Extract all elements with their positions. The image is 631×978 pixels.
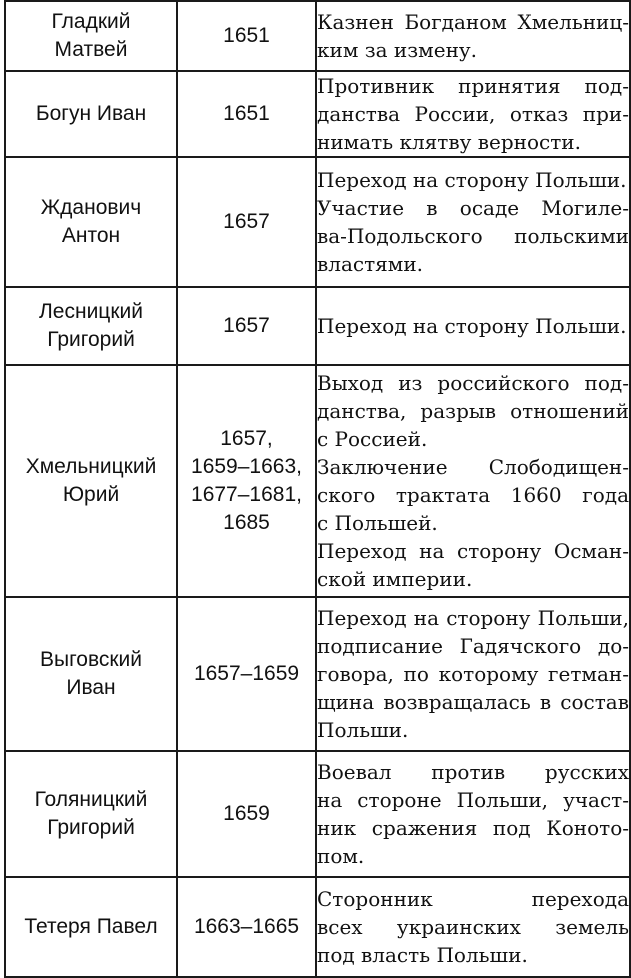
- desc-line: нимать клятву верности.: [317, 130, 581, 154]
- table-row: [5, 597, 630, 751]
- year-line: 1657: [223, 314, 270, 337]
- years-cell: [177, 597, 316, 751]
- hetman-name-cell: [5, 877, 177, 977]
- desc-line: Переход на сторону Польши.: [317, 314, 627, 338]
- name-line: Жданович: [40, 196, 142, 219]
- desc-line: подписание Гадячского до-: [317, 634, 629, 658]
- name-line: Богун Иван: [35, 102, 147, 125]
- desc-line: ва-Подольского польскими: [317, 224, 629, 248]
- desc-line: с Россией.: [317, 427, 428, 451]
- table-row: [5, 157, 630, 287]
- name-line: Антон: [61, 224, 121, 247]
- desc-line: на стороне Польши, участ-: [317, 788, 629, 812]
- desc-line: щина возвращалась в состав: [317, 690, 629, 714]
- desc-line: властями.: [317, 252, 424, 276]
- description-cell: [316, 287, 630, 365]
- year-line: 1685: [223, 511, 270, 534]
- hetman-name-cell: [5, 365, 177, 597]
- hetman-name-cell: [5, 597, 177, 751]
- desc-line: данства России, отказ при-: [317, 102, 629, 126]
- name-line: Выговский: [39, 648, 143, 671]
- desc-line: с Польшей.: [317, 511, 438, 535]
- desc-line: Воевал против русских: [317, 760, 629, 784]
- desc-line: Переход на сторону Осман-: [317, 539, 629, 563]
- year-line: 1657,: [220, 427, 273, 450]
- desc-line: Сторонник перехода: [317, 887, 629, 911]
- desc-line: Переход на сторону Польши,: [317, 606, 629, 630]
- name-line: Юрий: [62, 483, 120, 506]
- name-line: Матвей: [54, 38, 128, 61]
- hetman-name-cell: [5, 157, 177, 287]
- table-row: [5, 877, 630, 977]
- desc-line: ского трактата 1660 года: [317, 483, 629, 507]
- year-line: 1651: [223, 102, 270, 125]
- years-cell: [177, 751, 316, 877]
- hetmans-table: [4, 0, 631, 978]
- table-row: [5, 1, 630, 71]
- years-cell: [177, 1, 316, 71]
- description-cell: [316, 365, 630, 597]
- years-cell: [177, 71, 316, 157]
- year-line: 1663–1665: [193, 915, 300, 938]
- desc-line: говора, по которому гетман-: [317, 662, 629, 686]
- description-cell: [316, 751, 630, 877]
- description-cell: [316, 157, 630, 287]
- years-cell: [177, 157, 316, 287]
- desc-line: Переход на сторону Польши.: [317, 168, 627, 192]
- desc-line: ким за измену.: [317, 38, 478, 62]
- years-cell: [177, 365, 316, 597]
- name-line: Лесницкий: [39, 300, 143, 323]
- description-cell: [316, 1, 630, 71]
- table-row: [5, 751, 630, 877]
- hetman-name-cell: [5, 1, 177, 71]
- desc-line: Заключение Слободищен-: [317, 455, 629, 479]
- desc-line: ник сражения под Коното-: [317, 816, 629, 840]
- desc-line: Казнен Богданом Хмельниц-: [317, 10, 629, 34]
- desc-line: Участие в осаде Могиле-: [317, 196, 629, 220]
- hetman-name-cell: [5, 751, 177, 877]
- desc-line: ской империи.: [317, 567, 473, 591]
- name-line: Тетеря Павел: [24, 915, 158, 938]
- hetman-name-cell: [5, 287, 177, 365]
- year-line: 1657–1659: [193, 662, 300, 685]
- table-row: [5, 365, 630, 597]
- desc-line: данства, разрыв отношений: [317, 399, 629, 423]
- description-cell: [316, 71, 630, 157]
- year-line: 1657: [223, 210, 270, 233]
- year-line: 1677–1681,: [191, 483, 302, 506]
- desc-line: всех украинских земель: [317, 915, 629, 939]
- hetman-name-cell: [5, 71, 177, 157]
- name-line: Гладкий: [51, 10, 131, 33]
- name-line: Иван: [66, 676, 116, 699]
- description-cell: [316, 597, 630, 751]
- name-line: Голяницкий: [34, 788, 148, 811]
- year-line: 1659: [223, 802, 270, 825]
- years-cell: [177, 877, 316, 977]
- description-cell: [316, 877, 630, 977]
- desc-line: пом.: [317, 844, 365, 868]
- year-line: 1651: [223, 24, 270, 47]
- year-line: 1659–1663,: [191, 455, 302, 478]
- desc-line: под власть Польши.: [317, 943, 528, 967]
- desc-line: Выход из российского под-: [317, 371, 629, 395]
- name-line: Григорий: [47, 816, 135, 839]
- desc-line: Польши.: [317, 718, 409, 742]
- name-line: Григорий: [47, 328, 135, 351]
- table-row: [5, 287, 630, 365]
- desc-line: Противник принятия под-: [317, 74, 629, 98]
- table-row: [5, 71, 630, 157]
- name-line: Хмельницкий: [25, 455, 157, 478]
- years-cell: [177, 287, 316, 365]
